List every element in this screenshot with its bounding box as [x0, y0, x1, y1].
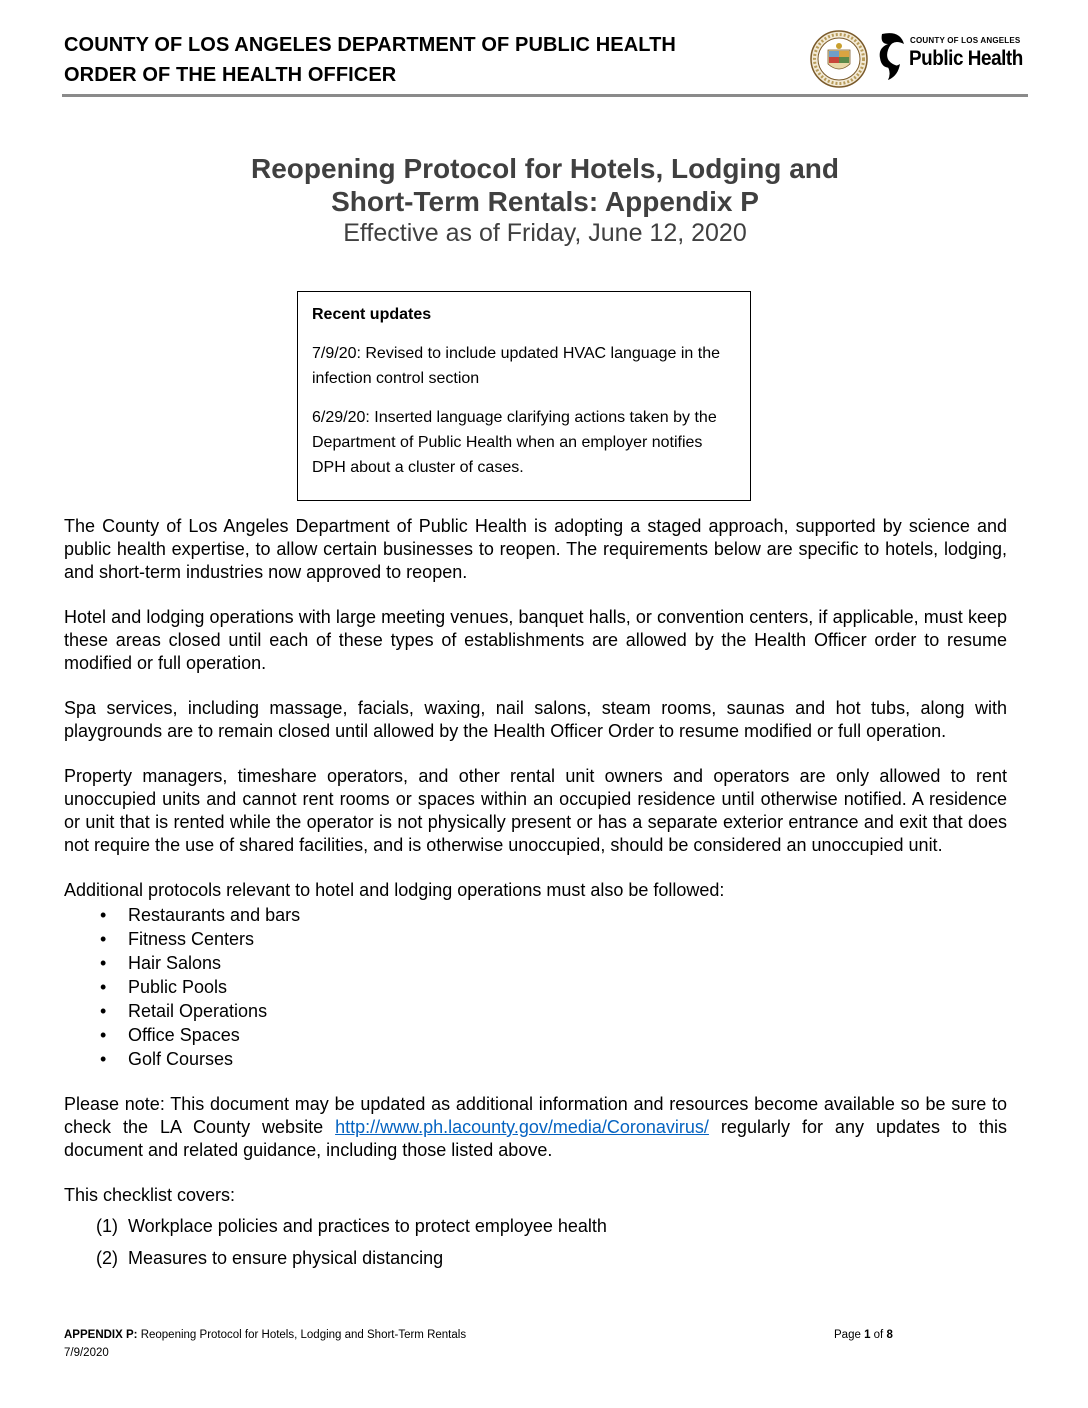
bullet-icon: •	[100, 905, 107, 925]
bullet-icon: •	[100, 1001, 107, 1021]
list-item: • Public Pools	[100, 977, 228, 997]
list-item: • Hair Salons	[100, 953, 222, 973]
recent-updates-heading: Recent updates	[312, 306, 432, 323]
footer-title: APPENDIX P: Reopening Protocol for Hotels, Lodging and Short-Term Rentals	[64, 1329, 467, 1341]
document-body	[64, 515, 1007, 1279]
public-health-logo	[876, 30, 1028, 84]
header-order: ORDER OF THE HEALTH OFFICER	[64, 64, 397, 86]
logo-public-health-text: Public Health	[909, 47, 1023, 70]
update-item: 6/29/20: Inserted language clarifying actions taken by the Department of Public Health when an employer notifies DPH about a cluster of cases.	[312, 409, 717, 476]
list-item: • Restaurants and bars	[100, 905, 301, 925]
title-line-1: Reopening Protocol for Hotels, Lodging and	[251, 153, 839, 184]
list-item: • Fitness Centers	[100, 929, 255, 949]
list-item: (1) Workplace policies and practices to protect employee health	[96, 1216, 607, 1236]
paragraph-spa-services: Spa services, including massage, facials, waxing, nail salons, steam rooms, saunas and hot tubs, along with playgrounds are to remain closed until allowed by the Health Officer Order to resume modified or full operation.	[64, 698, 1007, 741]
paragraph-additional-protocols: Additional protocols relevant to hotel and lodging operations must also be followed:	[64, 880, 725, 900]
list-item: • Office Spaces	[100, 1025, 240, 1045]
document-title-block	[64, 152, 1026, 249]
header-department: COUNTY OF LOS ANGELES DEPARTMENT OF PUBLIC HEALTH	[64, 34, 676, 56]
protocol-list	[64, 903, 1007, 1071]
page-footer	[64, 1326, 964, 1362]
effective-date: Effective as of Friday, June 12, 2020	[343, 219, 747, 247]
county-seal-logo	[810, 30, 868, 88]
page-number: Page 1 of 8	[834, 1329, 893, 1341]
paragraph-intro: The County of Los Angeles Department of Public Health is adopting a staged approach, supported by science and public health expertise, to allow certain businesses to reopen. The requirements below are specific to hotels, lodging, and short-term industries now approved to reopen.	[64, 516, 1007, 582]
list-item: • Golf Courses	[100, 1049, 234, 1069]
bullet-icon: •	[100, 1049, 107, 1069]
footer-date: 7/9/2020	[64, 1347, 109, 1359]
list-item: • Retail Operations	[100, 1001, 268, 1021]
bullet-icon: •	[100, 977, 107, 997]
logo-county-text: COUNTY OF LOS ANGELES	[910, 36, 1021, 45]
bullet-icon: •	[100, 1025, 107, 1045]
header-divider	[62, 94, 1028, 97]
update-item: 7/9/20: Revised to include updated HVAC language in the infection control section	[312, 345, 720, 387]
title-line-2: Short-Term Rentals: Appendix P	[331, 186, 759, 217]
checklist-intro: This checklist covers:	[64, 1185, 236, 1205]
checklist-list	[64, 1215, 1007, 1270]
bullet-icon: •	[100, 929, 107, 949]
paragraph-meeting-venues: Hotel and lodging operations with large meeting venues, banquet halls, or convention centers, if applicable, must keep these areas closed until each of these types of establishments are allowed by the Health Officer order to resume modified or full operation.	[64, 607, 1007, 673]
lacounty-coronavirus-link[interactable]: http://www.ph.lacounty.gov/media/Coronavirus/	[335, 1117, 709, 1137]
recent-updates-box	[297, 291, 751, 501]
list-item: (2) Measures to ensure physical distancing	[96, 1248, 444, 1268]
paragraph-property-managers: Property managers, timeshare operators, and other rental unit owners and operators are only allowed to rent unoccupied units and cannot rent rooms or spaces within an occupied residence until otherwise notified. A residence or unit that is rented while the operator is not physically present or has a separate exterior entrance and exit that does not require the use of shared facilities, and is otherwise unoccupied, should be considered an unoccupied unit.	[64, 766, 1007, 855]
bullet-icon: •	[100, 953, 107, 973]
paragraph-please-note: Please note: This document may be updated as additional information and resources become available so be sure to check the LA County website http://www.ph.lacounty.gov/media/Coronavirus/ regularly for any updates to this document and related guidance, including those listed above.	[64, 1094, 1008, 1160]
